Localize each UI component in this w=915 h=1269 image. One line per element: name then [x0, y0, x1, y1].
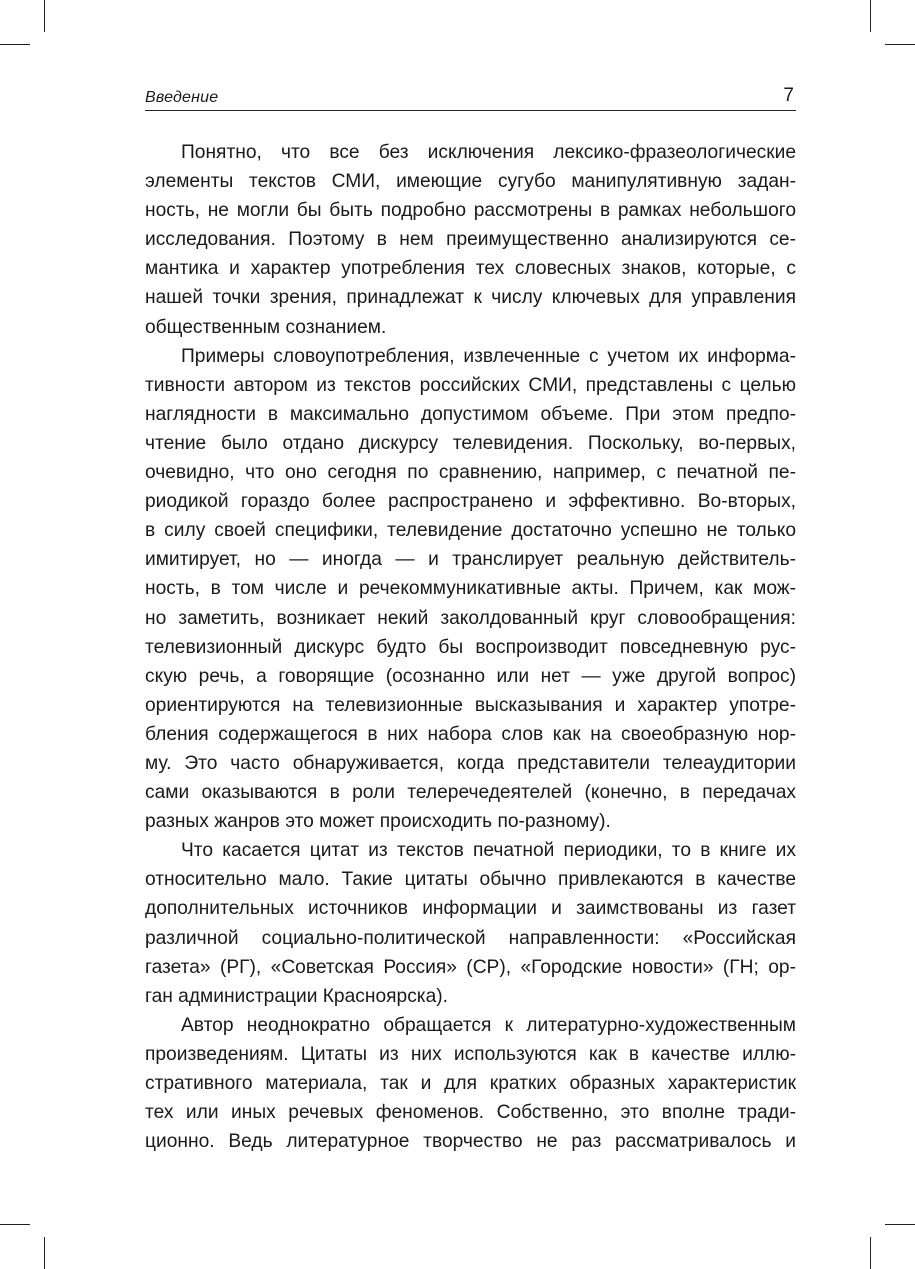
crop-mark-bottom-right: [870, 1237, 871, 1269]
paragraph: [145, 142, 796, 346]
page-number: 7: [783, 85, 794, 106]
text-line: чтение было отдано дискурсу телевидения. Поскольку, во-первых,: [145, 432, 796, 454]
crop-mark-top-left: [44, 0, 45, 32]
paragraph: [145, 1015, 796, 1160]
text-line: в силу своей специфики, телевидение достаточно успешно не только: [145, 520, 796, 542]
text-line: ность, в том числе и речекоммуникативные акты. Причем, как мож-: [145, 578, 796, 600]
text-line: Понятно, что все без исключения лексико-фразеологические: [181, 142, 796, 163]
text-line: но заметить, возникает некий заколдованный круг словообращения:: [145, 607, 796, 629]
text-line: стративного материала, так и для кратких образных характеристик: [145, 1073, 796, 1094]
text-line: сами оказываются в роли телеречедеятелей (конечно, в передачах: [145, 782, 796, 804]
text-line: газета» (РГ), «Советская Россия» (СР), «Городские новости» (ГН; ор-: [145, 956, 796, 978]
running-head: [145, 85, 796, 111]
text-line: нашей точки зрения, принадлежат к числу ключевых для управления: [145, 287, 796, 309]
paragraph: [145, 346, 796, 841]
text-line: наглядности в максимально допустимом объеме. При этом предпо-: [145, 403, 796, 425]
text-line: Автор неоднократно обращается к литературно-художественным: [181, 1014, 796, 1036]
text-line: различной социально-политической направленности: «Российская: [145, 927, 796, 949]
text-line: Что касается цитат из текстов печатной периодики, то в книге их: [181, 840, 796, 862]
text-line: тех или иных речевых феноменов. Собственно, это вполне тради-: [145, 1102, 796, 1124]
text-line: ционно. Ведь литературное творчество не раз рассматривалось и: [145, 1131, 796, 1153]
text-line: ориентируются на телевизионные высказывания и характер употре-: [145, 694, 796, 716]
section-title: Введение: [145, 89, 219, 106]
text-line: телевизионный дискурс будто бы воспроизводит повседневную рус-: [145, 636, 796, 658]
crop-mark-bottom-left-h: [0, 1224, 30, 1225]
text-line: мантика и характер употребления тех словесных знаков, которые, с: [145, 258, 796, 280]
text-line: исследования. Поэтому в нем преимущественно анализируются се-: [145, 229, 796, 251]
text-line: Примеры словоупотребления, извлеченные с учетом их информа-: [181, 345, 796, 367]
text-line: риодикой гораздо более распространено и эффективно. Во-вторых,: [145, 491, 796, 513]
text-line: бления содержащегося в них набора слов как на своеобразную нор-: [145, 723, 796, 745]
paragraph: [145, 840, 796, 1015]
text-line: ность, не могли бы быть подробно рассмотрены в рамках небольшого: [145, 200, 796, 222]
text-line: относительно мало. Такие цитаты обычно привлекаются в качестве: [145, 869, 796, 891]
text-line: тивности автором из текстов российских СМИ, представлены с целью: [145, 374, 796, 396]
text-line: му. Это часто обнаруживается, когда представители телеаудитории: [145, 752, 796, 774]
crop-mark-bottom-left: [44, 1237, 45, 1269]
text-line: ган администрации Красноярска).: [145, 985, 448, 1007]
text-line: произведениям. Цитаты из них используются как в качестве иллю-: [145, 1043, 796, 1065]
crop-mark-bottom-right-h: [885, 1224, 915, 1225]
text-line: элементы текстов СМИ, имеющие сугубо манипулятивную задан-: [145, 171, 796, 193]
text-line: общественным сознанием.: [145, 316, 387, 338]
text-line: скую речь, а говорящие (осознанно или нет — уже другой вопрос): [145, 665, 796, 687]
crop-mark-top-right-h: [885, 44, 915, 45]
text-line: дополнительных источников информации и заимствованы из газет: [145, 898, 796, 920]
crop-mark-top-right: [870, 0, 871, 32]
body-text: [145, 142, 796, 1160]
text-line: очевидно, что оно сегодня по сравнению, например, с печатной пе-: [145, 462, 796, 484]
crop-mark-top-left-h: [0, 44, 30, 45]
text-line: имитирует, но — иногда — и транслирует реальную действитель-: [145, 549, 796, 571]
text-line: разных жанров это может происходить по-разному).: [145, 811, 611, 833]
